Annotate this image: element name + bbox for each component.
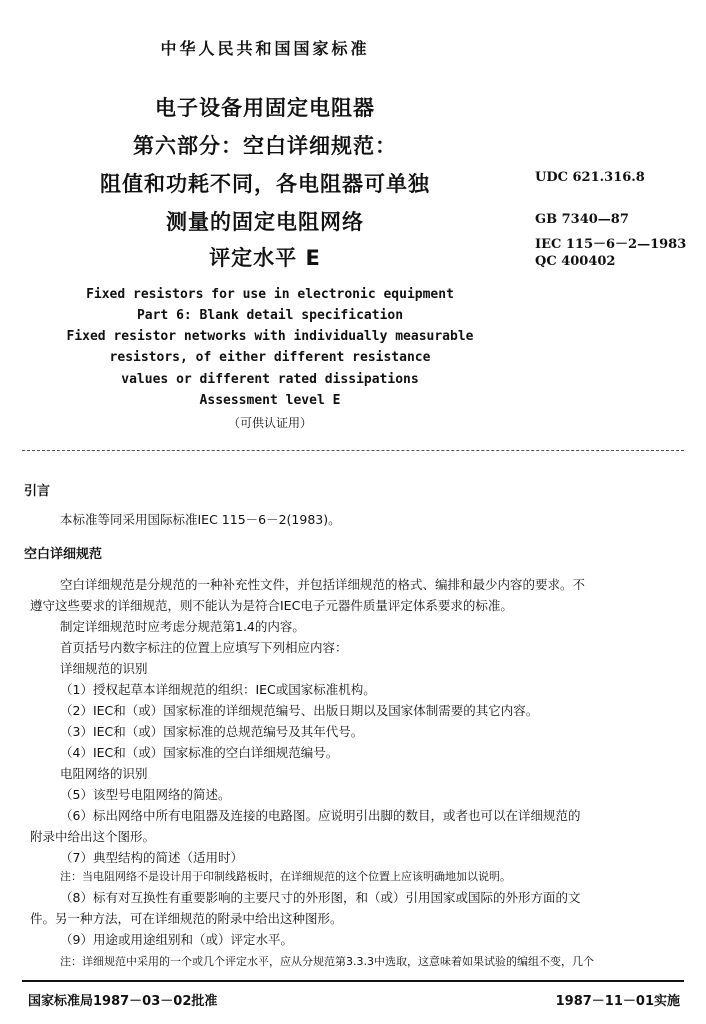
udc-code: UDC 621.316.8 (535, 170, 645, 185)
standard-type-header: 中华人民共和国国家标准 (160, 39, 370, 58)
p3: 首页括号内数字标注的位置上应填写下列相应内容： (60, 640, 348, 655)
title-en-line6: Assessment level E (199, 393, 341, 408)
title-cn-line3: 阻值和功耗不同，各电阻器可单独 (100, 172, 430, 196)
approval-date: 国家标准局1987－03－02批准 (28, 994, 218, 1009)
note-9: 注：详细规范中采用的一个或几个评定水平，应从分规范第3.3.3中选取，这意味着如果试验的编组不变，几个 (60, 955, 594, 968)
title-cn-line1: 电子设备用固定电阻器 (155, 96, 375, 120)
footer-divider (22, 980, 684, 982)
item-5: （5）该型号电阻网络的简述。 (60, 787, 231, 802)
title-en-line4: resistors, of either different resistance (109, 350, 431, 365)
title-en-line5: values or different rated dissipations (121, 372, 419, 387)
title-en-line2: Part 6: Blank detail specification (136, 308, 404, 323)
effective-date: 1987－11－01实施 (555, 994, 680, 1009)
intro-heading: 引言 (24, 484, 51, 499)
sub-network-id: 电阻网络的识别 (60, 766, 148, 781)
p1-line2: 遵守这些要求的详细规范，则不能认为是符合IEC电子元器件质量评定体系要求的标准。 (30, 598, 513, 613)
title-cn-line2: 第六部分：空白详细规范： (133, 134, 397, 158)
item-6-line2: 附录中给出这个图形。 (30, 829, 156, 844)
item-8-line1: （8）标有对互换性有重要影响的主要尺寸的外形图，和（或）引用国家或国际的外形方面的文 (60, 890, 581, 905)
p2: 制定详细规范时应考虑分规范第1.4的内容。 (60, 619, 305, 634)
note-7: 注：当电阻网络不是设计用于印制线路板时，在详细规范的这个位置上应该明确地加以说明。 (60, 870, 511, 883)
title-en-line3: Fixed resistor networks with individually measurable (66, 329, 474, 344)
gb-code: GB 7340—87 (535, 212, 629, 227)
title-en-line1: Fixed resistors for use in electronic equipment (86, 287, 454, 302)
item-2: （2）IEC和（或）国家标准的详细规范编号、出版日期以及国家体制需要的其它内容。 (60, 703, 539, 718)
title-cn-line4: 测量的固定电阻网络 (166, 210, 364, 234)
bds-heading: 空白详细规范 (24, 547, 103, 562)
sub-detail-spec-id: 详细规范的识别 (60, 661, 148, 676)
item-8-line2: 件。另一种方法，可在详细规范的附录中给出这种图形。 (30, 911, 343, 926)
p1-line1: 空白详细规范是分规范的一种补充性文件，并包括详细规范的格式、编排和最少内容的要求。不 (60, 577, 586, 592)
header-divider (22, 450, 684, 451)
item-4: （4）IEC和（或）国家标准的空白详细规范编号。 (60, 745, 339, 760)
item-1: （1）授权起草本详细规范的组织：IEC或国家标准机构。 (60, 682, 376, 697)
iec-code: IEC 115－6－2—1983 (535, 237, 687, 252)
item-7: （7）典型结构的简述（适用时） (60, 850, 243, 865)
qc-code: QC 400402 (535, 254, 616, 269)
intro-text: 本标准等同采用国际标准IEC 115－6－2(1983)。 (60, 512, 341, 527)
certification-note: （可供认证用） (227, 416, 312, 430)
item-3: （3）IEC和（或）国家标准的总规范编号及其年代号。 (60, 724, 364, 739)
title-cn-line5: 评定水平 E (209, 246, 321, 270)
item-6-line1: （6）标出网络中所有电阻器及连接的电路图。应说明引出脚的数目，或者也可以在详细规范的 (60, 808, 581, 823)
item-9: （9）用途或用途组别和（或）评定水平。 (60, 932, 293, 947)
